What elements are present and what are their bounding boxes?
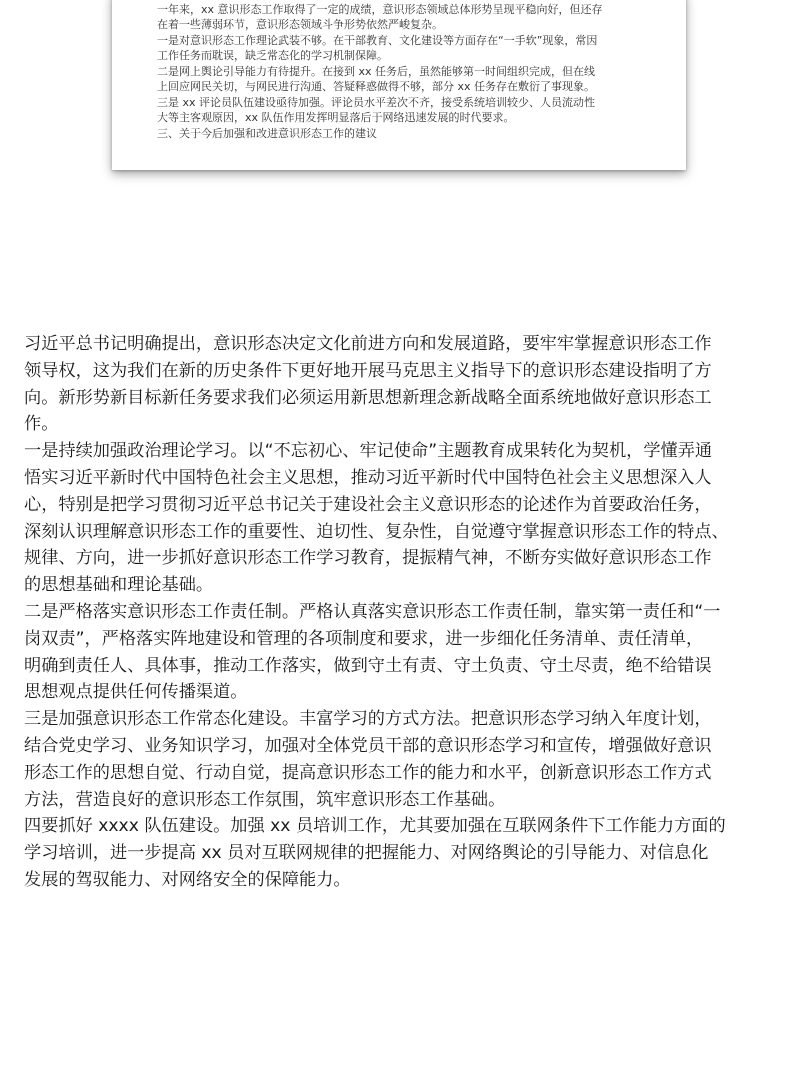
- body-line: 的思想基础和理论基础。: [24, 575, 214, 596]
- preview-line: 在着一些薄弱环节，意识形态领域斗争形势依然严峻复杂。: [157, 18, 443, 31]
- body-line: 结合党史学习、业务知识学习，加强对全体党员干部的意识形态学习和宣传，增强做好意识: [24, 735, 712, 756]
- body-line: 习近平总书记明确提出，意识形态决定文化前进方向和发展道路，要牢牢掌握意识形态工作: [24, 334, 712, 354]
- document-body: [24, 331, 780, 894]
- preview-line: 一年来，xx 意识形态工作取得了一定的成绩，意识形态领域总体形势呈现平稳向好，但还存: [157, 2, 603, 16]
- body-line: 岗双责”，严格落实阵地建设和管理的各项制度和要求，进一步细化任务清单、责任清单，: [24, 628, 704, 649]
- body-line: 悟实习近平新时代中国特色社会主义思想，推动习近平新时代中国特色社会主义思想深入人: [24, 467, 712, 488]
- preview-line: 工作任务而耽误，缺乏常态化的学习机制保障。: [157, 49, 388, 62]
- preview-line: 上回应网民关切，与网民进行沟通、答疑释惑做得不够，部分 xx 任务存在敷衍了事现象。: [157, 80, 596, 93]
- document-preview-card: [112, 0, 686, 170]
- preview-line: 二是网上舆论引导能力有待提升。在接到 xx 任务后，虽然能够第一时间组织完成，但在线: [157, 64, 596, 78]
- body-line: 学习培训，进一步提高 xx 员对互联网规律的把握能力、对网络舆论的引导能力、对信息化: [24, 843, 709, 864]
- body-line: 心，特别是把学习贯彻习近平总书记关于建设社会主义意识形态的论述作为首要政治任务，: [24, 494, 712, 515]
- body-line: 明确到责任人、具体事，推动工作落实，做到守土有责、守土负责、守土尽责，绝不给错误: [24, 655, 712, 676]
- preview-line: 三、关于今后加强和改进意识形态工作的建议: [157, 126, 377, 140]
- body-line: 方法，营造良好的意识形态工作氛围，筑牢意识形态工作基础。: [24, 789, 506, 810]
- preview-line: 一是对意识形态工作理论武装不够。在干部教育、文化建设等方面存在“一手软”现象，常因: [157, 33, 598, 47]
- body-line: 思想观点提供任何传播渠道。: [24, 682, 248, 703]
- body-line: 四要抓好 xxxx 队伍建设。加强 xx 员培训工作，尤其要加强在互联网条件下工作能力方面的: [24, 816, 726, 837]
- body-line: 发展的驾驭能力、对网络安全的保障能力。: [24, 869, 351, 890]
- preview-line: 大等主客观原因，xx 队伍作用发挥明显落后于网络迅速发展的时代要求。: [157, 111, 515, 124]
- body-line: 三是加强意识形态工作常态化建设。丰富学习的方式方法。把意识形态学习纳入年度计划，: [24, 709, 712, 730]
- preview-text-block: [157, 0, 657, 141]
- body-line: 领导权，这为我们在新的历史条件下更好地开展马克思主义指导下的意识形态建设指明了方: [24, 360, 712, 381]
- body-line: 二是严格落实意识形态工作责任制。严格认真落实意识形态工作责任制，靠实第一责任和“一: [24, 601, 721, 622]
- preview-line: 三是 xx 评论员队伍建设亟待加强。评论员水平差次不齐，接受系统培训较少、人员流动性: [157, 95, 596, 109]
- body-line: 一是持续加强政治理论学习。以“不忘初心、牢记使命”主题教育成果转化为契机，学懂弄通: [24, 441, 713, 462]
- body-line: 规律、方向，进一步抓好意识形态工作学习教育，提振精气神，不断夯实做好意识形态工作: [24, 548, 712, 569]
- body-line: 作。: [24, 414, 59, 435]
- body-line: 形态工作的思想自觉、行动自觉，提高意识形态工作的能力和水平，创新意识形态工作方式: [24, 762, 712, 783]
- body-line: 向。新形势新目标新任务要求我们必须运用新思想新理念新战略全面系统地做好意识形态工: [24, 387, 712, 408]
- body-line: 深刻认识理解意识形态工作的重要性、迫切性、复杂性，自觉遵守掌握意识形态工作的特点、: [24, 521, 729, 542]
- document-preview-page: [112, 0, 686, 170]
